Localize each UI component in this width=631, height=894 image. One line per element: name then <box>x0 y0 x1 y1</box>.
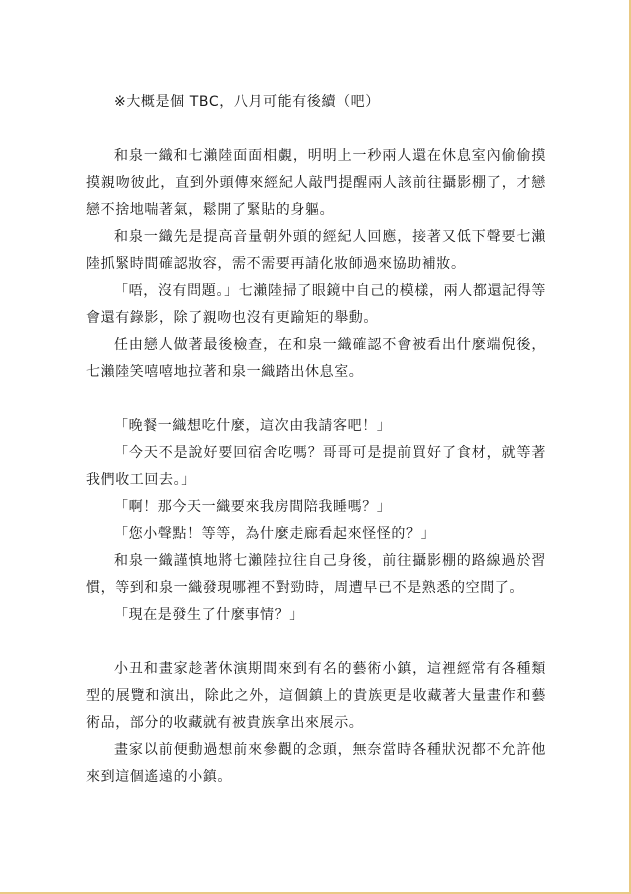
dialogue-line: 「現在是發生了什麼事情？」 <box>114 607 304 623</box>
paragraph: 和泉一織先是提高音量朝外頭的經紀人回應，接著又低下聲要七瀨陸抓緊時間確認妝容，需不需要再請化妝師過來協助補妝。 <box>86 229 546 272</box>
paragraph: 「唔，沒有問題。」七瀨陸掃了眼鏡中自己的模樣，兩人都還記得等會還有錄影，除了親吻也沒有更踰矩的舉動。 <box>86 283 546 326</box>
dialogue-line: 「晚餐一織想吃什麼，這次由我請客吧！」 <box>114 418 392 434</box>
paragraph: 畫家以前便動過想前來參觀的念頭，無奈當時各種狀況都不允許他來到這個遙遠的小鎮。 <box>86 742 546 785</box>
author-note: ※大概是個 TBC，八月可能有後續（吧） <box>114 94 380 110</box>
paragraph: 和泉一織謹慎地將七瀨陸拉往自己身後，前往攝影棚的路線過於習慣，等到和泉一織發現哪裡不對勁時，周遭早已不是熟悉的空間了。 <box>86 553 546 596</box>
section-break <box>86 629 546 656</box>
dialogue-line: 「您小聲點！等等，為什麼走廊看起來怪怪的？」 <box>114 526 436 542</box>
paragraph: 和泉一織和七瀨陸面面相覷，明明上一秒兩人還在休息室內偷偷摸摸親吻彼此，直到外頭傳來經紀人敲門提醒兩人該前往攝影棚了，才戀戀不捨地喘著氣，鬆開了緊貼的身軀。 <box>86 148 546 218</box>
document-body <box>86 89 546 791</box>
dialogue-line: 「啊！那今天一織要來我房間陪我睡嗎？」 <box>114 499 392 515</box>
dialogue-line: 「今天不是說好要回宿舍吃嗎？哥哥可是提前買好了食材，就等著我們收工回去。」 <box>86 445 546 488</box>
section-break <box>86 386 546 413</box>
paragraph: 任由戀人做著最後檢查，在和泉一織確認不會被看出什麼端倪後，七瀨陸笑嘻嘻地拉著和泉一織踏出休息室。 <box>86 337 546 380</box>
section-break <box>86 116 546 143</box>
paragraph: 小丑和畫家趁著休演期間來到有名的藝術小鎮，這裡經常有各種類型的展覽和演出，除此之外，這個鎮上的貴族更是收藏著大量畫作和藝術品，部分的收藏就有被貴族拿出來展示。 <box>86 661 546 731</box>
